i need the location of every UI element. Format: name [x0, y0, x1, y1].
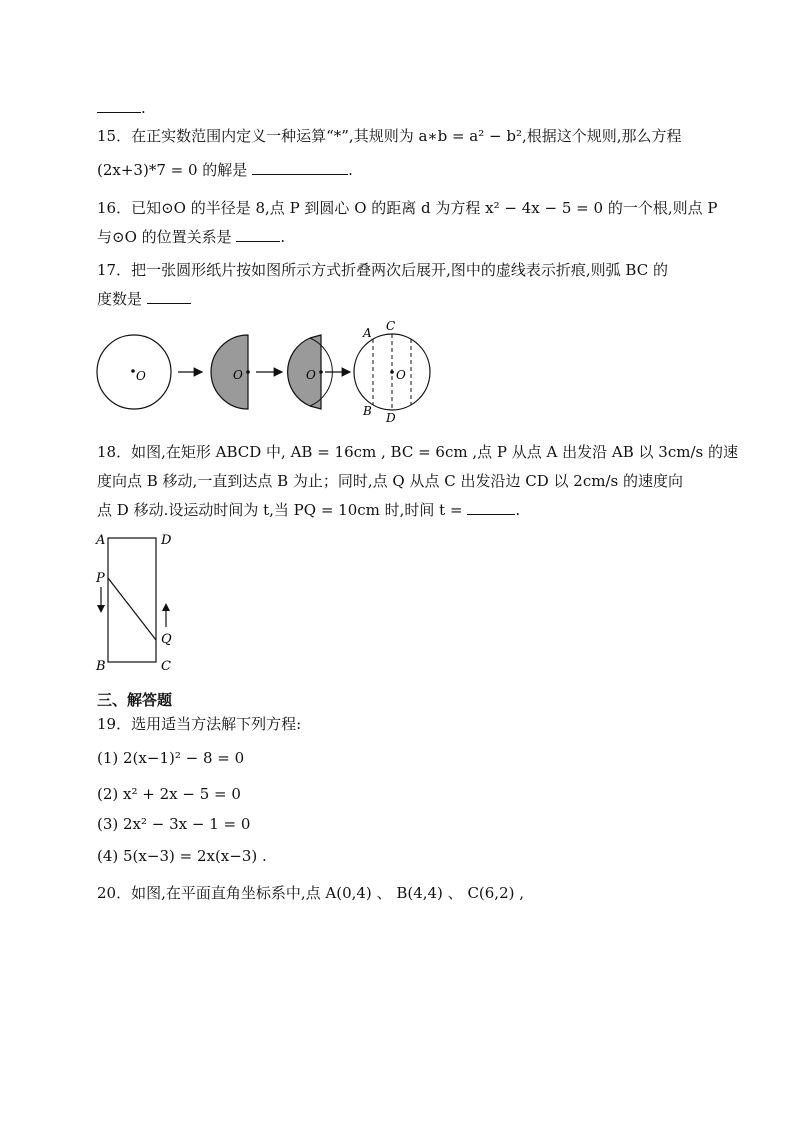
center-dot	[319, 370, 323, 374]
q16-answer-blank	[236, 227, 280, 242]
arrow-up-head	[162, 603, 170, 611]
q19-item-1: (1) 2(x−1)² − 8 = 0	[97, 749, 245, 767]
q19-item-4: (4) 5(x−3) = 2x(x−3) .	[97, 847, 267, 865]
q18-line-1: 18．如图,在矩形 ABCD 中, AB = 16cm , BC = 6cm ,点 P 从点 A 出发沿 AB 以 3cm/s 的速	[97, 443, 738, 461]
rectangle-figure	[92, 528, 192, 674]
q18-period: .	[515, 501, 521, 519]
q17-line-2	[97, 289, 191, 309]
q19-item-2: (2) x² + 2x − 5 = 0	[97, 785, 241, 803]
label-c: C	[161, 659, 171, 674]
q16-line-2	[97, 227, 285, 247]
label-o-1: O	[136, 369, 146, 383]
q15-period: .	[348, 161, 353, 179]
q17-answer-blank	[147, 289, 191, 304]
q16-line-1: 16．已知⊙O 的半径是 8,点 P 到圆心 O 的距离 d 为方程 x² − 4x − 5 = 0 的一个根,则点 P	[97, 199, 718, 217]
label-p: P	[96, 571, 105, 586]
label-b: B	[96, 659, 106, 674]
q16-period: .	[280, 228, 286, 246]
q15-answer-blank	[252, 160, 348, 175]
q18-line-2: 度向点 B 移动,一直到达点 B 为止；同时,点 Q 从点 C 出发沿边 CD 以 2cm/s 的速度向	[97, 472, 683, 490]
label-d: D	[161, 533, 172, 548]
label-o-2: O	[233, 368, 243, 382]
rectangle-abcd	[108, 538, 156, 662]
q18-text: 点 D 移动.设运动时间为 t,当 PQ = 10cm 时,时间 t =	[97, 501, 463, 519]
previous-answer-blank	[97, 98, 146, 118]
label-o-4: O	[396, 368, 406, 382]
center-dot	[246, 370, 250, 374]
label-c: C	[386, 319, 396, 333]
q19-item-3: (3) 2x² − 3x − 1 = 0	[97, 815, 251, 833]
fold-sequence-figure	[92, 318, 452, 430]
q19-stem: 19．选用适当方法解下列方程:	[97, 715, 302, 733]
center-dot	[390, 370, 394, 374]
q17-line-1: 17．把一张圆形纸片按如图所示方式折叠两次后展开,图中的虚线表示折痕,则弧 BC 的	[97, 261, 668, 279]
label-b: B	[363, 404, 372, 418]
q16-text: 与⊙O 的位置关系是	[97, 228, 232, 246]
section-heading: 三、解答题	[97, 691, 173, 709]
q18-line-3	[97, 500, 520, 520]
q17-text: 度数是	[97, 290, 143, 308]
label-a: A	[363, 326, 372, 340]
double-fold-shape	[288, 335, 321, 409]
period: .	[141, 99, 146, 117]
q18-answer-blank	[467, 500, 515, 515]
label-o-3: O	[306, 368, 316, 382]
q15-line-1: 15．在正实数范围内定义一种运算“*”,其规则为 a∗b = a² − b²,根据这个规则,那么方程	[97, 127, 682, 145]
segment-pq	[108, 578, 156, 640]
q15-equation-text: (2x+3)*7 = 0 的解是	[97, 161, 248, 179]
label-q: Q	[161, 632, 172, 647]
label-a: A	[96, 533, 106, 548]
q15-line-2	[97, 160, 353, 180]
center-dot	[131, 369, 135, 373]
arrow-down-head	[97, 605, 105, 613]
label-d: D	[386, 411, 396, 425]
answer-blank	[97, 98, 141, 113]
q20-stem: 20．如图,在平面直角坐标系中,点 A(0,4) 、 B(4,4) 、 C(6,2) ,	[97, 884, 525, 902]
